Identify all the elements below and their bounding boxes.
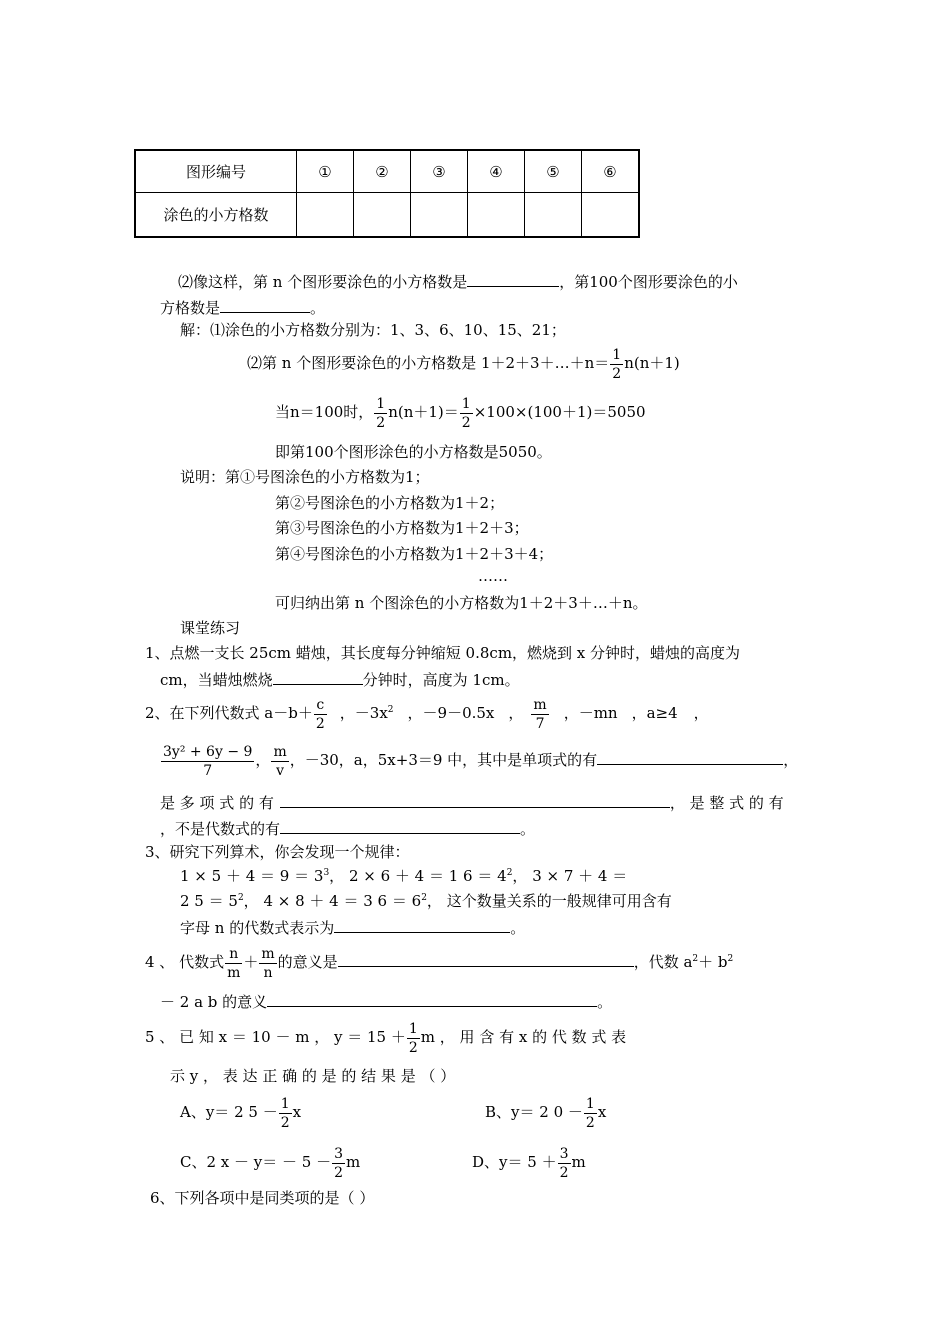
practice-q6: 6、下列各项中是同类项的是（ ） [150,1189,375,1207]
superscript: 2 [237,893,244,903]
explain-dots: …… [478,567,508,585]
q2p-text: ，a≥4 [631,704,678,722]
option-text: x [292,1103,302,1121]
practice-q3-line3 [180,891,672,911]
practice-q5-line2: 示 y ， 表 达 正 确 的 是 的 结 果 是 （ ） [170,1067,456,1085]
q2p-text: ，－mn [563,704,618,722]
explain-line2: 第②号图涂色的小方格数为1＋2； [275,494,505,512]
solution-line4: 即第100个图形涂色的小方格数是5050。 [275,443,552,461]
fraction-half: $\frac{1}{2}$ [408,1020,418,1056]
solution-text: 当n＝100时， [275,403,374,421]
q2-text: ，第100个图形要涂色的小 [559,273,738,291]
q2p-text: ，－30，a，5x+3＝9 中，其中是单项式的有 [289,751,598,769]
explain-line5: 可归纳出第 n 个图涂色的小方格数为1＋2＋3＋…＋n。 [275,594,648,612]
q2p-text: 是 多 项 式 的 有 [160,794,274,812]
figure-number-1: ① [297,150,354,193]
q2p-text: ， [693,704,709,722]
option-a[interactable] [180,1092,301,1132]
option-text: m [571,1153,586,1171]
solution-text: n(n＋1)＝ [388,403,459,421]
fraction-m-over-n: $\frac{m}{n}$ [261,945,275,981]
practice-q5-line1 [145,1017,626,1057]
q1-text: 分钟时，高度为 1cm。 [362,671,520,689]
table-cell [354,193,411,238]
solution-text: ×100×(100＋1)＝5050 [473,403,646,421]
solution-text: n(n＋1) [624,354,680,372]
q2p-text: ，－9－0.5x [407,704,495,722]
figure-number-5: ⑤ [525,150,582,193]
explain-line1: 说明：第①号图涂色的小方格数为1； [180,468,430,486]
superscript: 2 [387,705,394,715]
q3-text: 2 5 ＝ 5 [180,892,238,910]
fraction-half: $\frac{1}{2}$ [376,395,386,431]
practice-q4-line2 [160,990,612,1012]
option-b[interactable] [485,1092,606,1132]
q2-text: ⑵像这样，第 n 个图形要涂色的小方格数是 [178,273,468,291]
option-text: x [597,1103,607,1121]
practice-q3-line4 [180,916,525,938]
practice-q2-line4 [160,817,535,839]
q3-text: ， 3 × 7 ＋ 4 ＝ [512,867,628,885]
option-c[interactable] [180,1142,360,1182]
q2-text: 。 [310,299,326,317]
q4-text: ＋ b [698,953,728,971]
fraction-three-halves: $\frac{3}{2}$ [334,1145,344,1181]
answer-blank [597,748,783,765]
answer-blank [267,990,597,1007]
superscript: 2 [506,868,513,878]
q4-text: 。 [597,993,613,1011]
q5-text: 5 、 已 知 x ＝ 10 － m ， y ＝ 15 ＋ [145,1028,406,1046]
option-text: m [346,1153,361,1171]
practice-heading: 课堂练习 [180,619,241,637]
q2-line1 [178,270,738,292]
shaded-squares-table [134,149,640,238]
solution-line3 [275,392,646,432]
q3-text: ， 这个数量关系的一般规律可用含有 [426,892,672,910]
table-cell [411,193,468,238]
table-row-label: 涂色的小方格数 [135,193,297,238]
answer-blank [338,950,634,967]
answer-blank [280,817,520,834]
q3-text: ， 4 × 8 ＋ 4 ＝ 3 6 ＝ 6 [243,892,422,910]
q2-line2 [160,296,325,318]
figure-number-6: ⑥ [582,150,640,193]
q2p-text: ，不是代数式的有 [160,820,281,838]
fraction-m-over-7: $\frac{m}{7}$ [533,696,547,732]
superscript: 2 [727,954,734,964]
figure-number-2: ② [354,150,411,193]
fraction-half: $\frac{1}{2}$ [612,346,622,382]
table-cell [525,193,582,238]
superscript: 2 [421,893,427,903]
q4-text: ，代数 a [633,953,693,971]
table-row [135,150,639,193]
fraction-m-over-v: $\frac{m}{v}$ [273,743,287,779]
practice-q1-line2 [160,668,520,690]
fraction-polynomial-over-7: $\frac{\text{3y² + 6y − 9}}{7}$ [163,743,253,779]
table-row [135,193,639,238]
option-text: A、y＝ 2 5 － [180,1103,278,1121]
fraction-n-over-m: $\frac{n}{m}$ [227,945,241,981]
q2p-text: 。 [520,820,536,838]
solution-line1: 解：⑴涂色的小方格数分别为：1、3、6、10、15、21； [180,321,566,339]
fraction-half: $\frac{1}{2}$ [585,1095,595,1131]
q4-text: 的意义是 [277,953,338,971]
table-header-label: 图形编号 [135,150,297,193]
practice-q4-line1 [145,942,733,982]
superscript: 2 [692,954,699,964]
q2p-text: ， [783,751,799,769]
practice-q3-line2 [180,866,627,886]
figure-number-4: ④ [468,150,525,193]
practice-q1-line1: 1、点燃一支长 25cm 蜡烛，其长度每分钟缩短 0.8cm，燃烧到 x 分钟时，蜡烛的高度为 [145,644,741,662]
option-d[interactable] [472,1142,586,1182]
table-cell [297,193,354,238]
fraction-c-over-2: $\frac{c}{2}$ [315,696,325,732]
answer-blank [280,791,670,808]
fraction-half: $\frac{1}{2}$ [280,1095,290,1131]
practice-q2-line2: $\frac{\text{3y² + 6y − 9}}{7}$ ， $\frac{m}{v}$ ，－30，a，5x+3＝9 中，其中是单项式的有 ， [163,743,799,779]
q2p-text: ， 是 整 式 的 有 [669,794,784,812]
fraction-three-halves: $\frac{3}{2}$ [559,1145,569,1181]
practice-q3-line1: 3、研究下列算术，你会发现一个规律： [145,843,410,861]
q1-text: cm，当蜡烛燃烧 [160,671,273,689]
q2p-text: ，－3x [339,704,388,722]
q3-text: 1 × 5 ＋ 4 ＝ 9 ＝ 3 [180,867,324,885]
q5-text: m ， 用 含 有 x 的 代 数 式 表 [420,1028,627,1046]
practice-q2-line1: 2、在下列代数式 a－b＋ $\frac{c}{2}$ ，$-3x^2$ ，－9－0.5x ， $\frac{m}{7}$ ，－mn ，a≥4 ， [145,696,709,732]
q4-text: － 2 a b 的意义 [160,993,268,1011]
answer-blank [467,270,559,287]
option-text: B、y＝ 2 0 － [485,1103,583,1121]
fraction-half: $\frac{1}{2}$ [461,395,471,431]
table-cell [582,193,640,238]
q3-text: 。 [510,919,526,937]
solution-line2 [247,343,680,383]
q2p-text: 2、在下列代数式 a－b＋ [145,704,313,722]
q3-text: ， 2 × 6 ＋ 4 ＝ 1 6 ＝ 4 [329,867,507,885]
q4-text: 4 、 代数式 [145,953,225,971]
answer-blank [334,916,510,933]
answer-blank [273,668,363,685]
explain-line4: 第④号图涂色的小方格数为1＋2＋3＋4； [275,545,554,563]
q3-text: 字母 n 的代数式表示为 [180,919,335,937]
q2-text: 方格数是 [160,299,221,317]
solution-text: ⑵第 n 个图形要涂色的小方格数是 1＋2＋3＋…＋n＝ [247,354,610,372]
answer-blank [220,296,310,313]
table-cell [468,193,525,238]
superscript: 3 [323,868,330,878]
figure-number-3: ③ [411,150,468,193]
option-text: D、y＝ 5 ＋ [472,1153,557,1171]
q4-text: ＋ [243,953,259,971]
practice-q2-line3 [160,791,784,813]
option-text: C、2 x － y＝ － 5 － [180,1153,332,1171]
explain-line3: 第③号图涂色的小方格数为1＋2＋3； [275,519,529,537]
